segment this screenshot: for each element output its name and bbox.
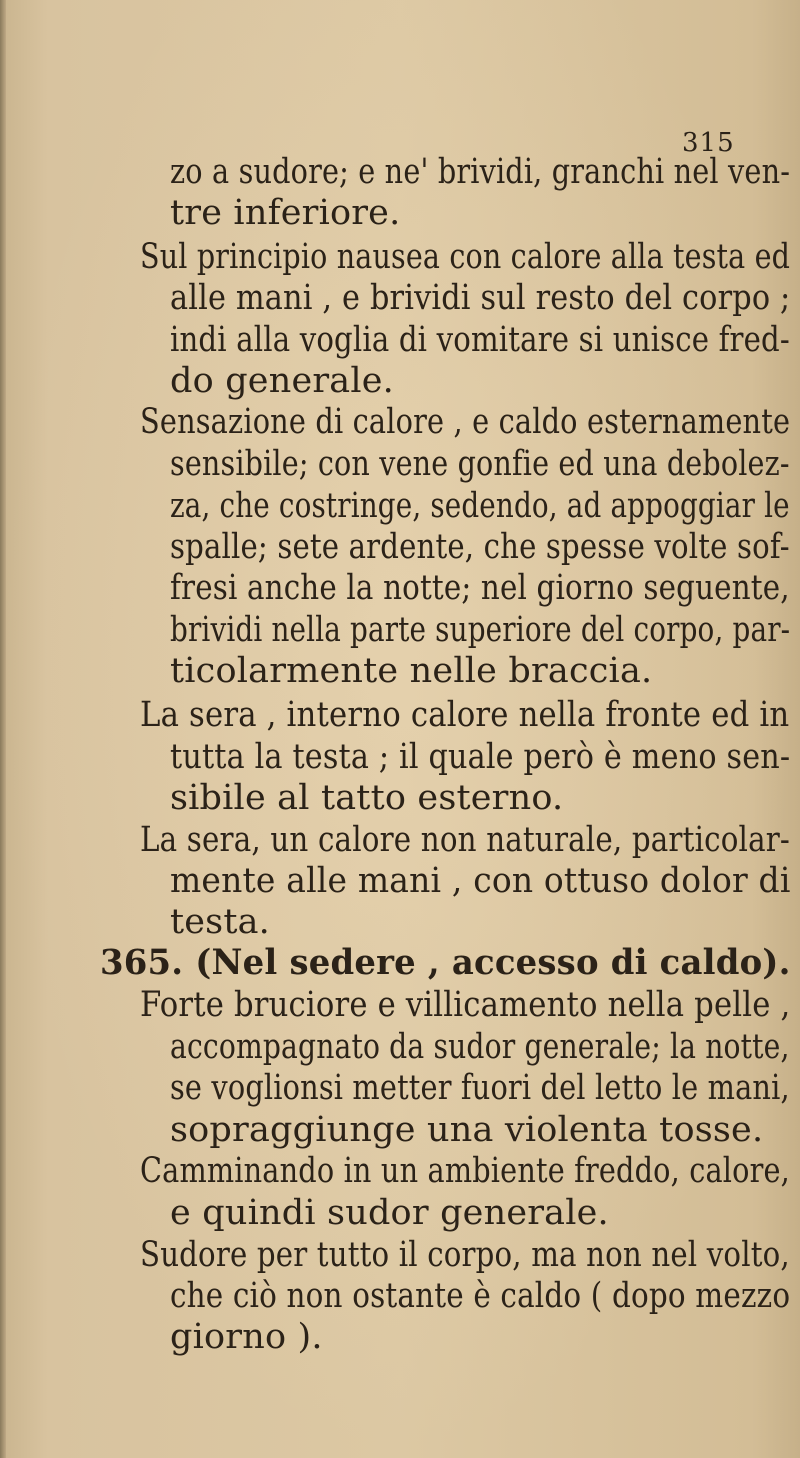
text-line: sensibile; con vene gonfie ed una debolez-: [170, 444, 790, 484]
text-line: tutta la testa ; il quale però è meno sen-: [170, 737, 791, 777]
paragraph-first-line: Sul principio nausea con calore alla testa ed: [140, 237, 791, 277]
text-line: che ciò non ostante è caldo ( dopo mezzo: [170, 1276, 791, 1316]
paragraph-first-line: La sera, un calore non naturale, particolar-: [140, 820, 791, 860]
text-line: za, che costringe, sedendo, ad appoggiar le: [170, 486, 790, 526]
text-line: testa.: [170, 902, 270, 942]
text-line: brividi nella parte superiore del corpo, par-: [170, 610, 791, 650]
text-line: mente alle mani , con ottuso dolor di: [170, 861, 791, 901]
text-line: sibile al tatto esterno.: [170, 778, 564, 818]
text-line: spalle; sete ardente, che spesse volte sof-: [170, 527, 790, 567]
page-edge: [0, 0, 6, 1458]
page-number: 315: [682, 128, 735, 158]
text-line: alle mani , e brividi sul resto del corpo ;: [170, 278, 791, 318]
text-line: sopraggiunge una violenta tosse.: [170, 1110, 764, 1150]
paragraph-first-line: La sera , interno calore nella fronte ed in: [140, 695, 790, 735]
paragraph-first-line: Forte bruciore e villicamento nella pelle ,: [140, 985, 791, 1025]
paragraph-first-line: Camminando in un ambiente freddo, calore,: [140, 1151, 790, 1191]
section-heading: 365. (Nel sedere , accesso di caldo).: [100, 942, 791, 983]
text-line: giorno ).: [170, 1317, 323, 1357]
paragraph-first-line: Sudore per tutto il corpo, ma non nel volto,: [140, 1235, 790, 1275]
text-line: zo a sudore; e ne' brividi, granchi nel ven-: [170, 152, 791, 192]
text-line: ticolarmente nelle braccia.: [170, 651, 653, 691]
text-line: fresi anche la notte; nel giorno seguente,: [170, 568, 790, 608]
text-line: do generale.: [170, 361, 395, 401]
paragraph-first-line: Sensazione di calore , e caldo esternamente: [140, 402, 791, 442]
text-line: e quindi sudor generale.: [170, 1193, 609, 1233]
text-line: indi alla voglia di vomitare si unisce fred-: [170, 320, 790, 360]
text-line: se voglionsi metter fuori del letto le mani,: [170, 1068, 790, 1108]
text-line: accompagnato da sudor generale; la notte,: [170, 1027, 790, 1067]
text-line: tre inferiore.: [170, 193, 401, 233]
